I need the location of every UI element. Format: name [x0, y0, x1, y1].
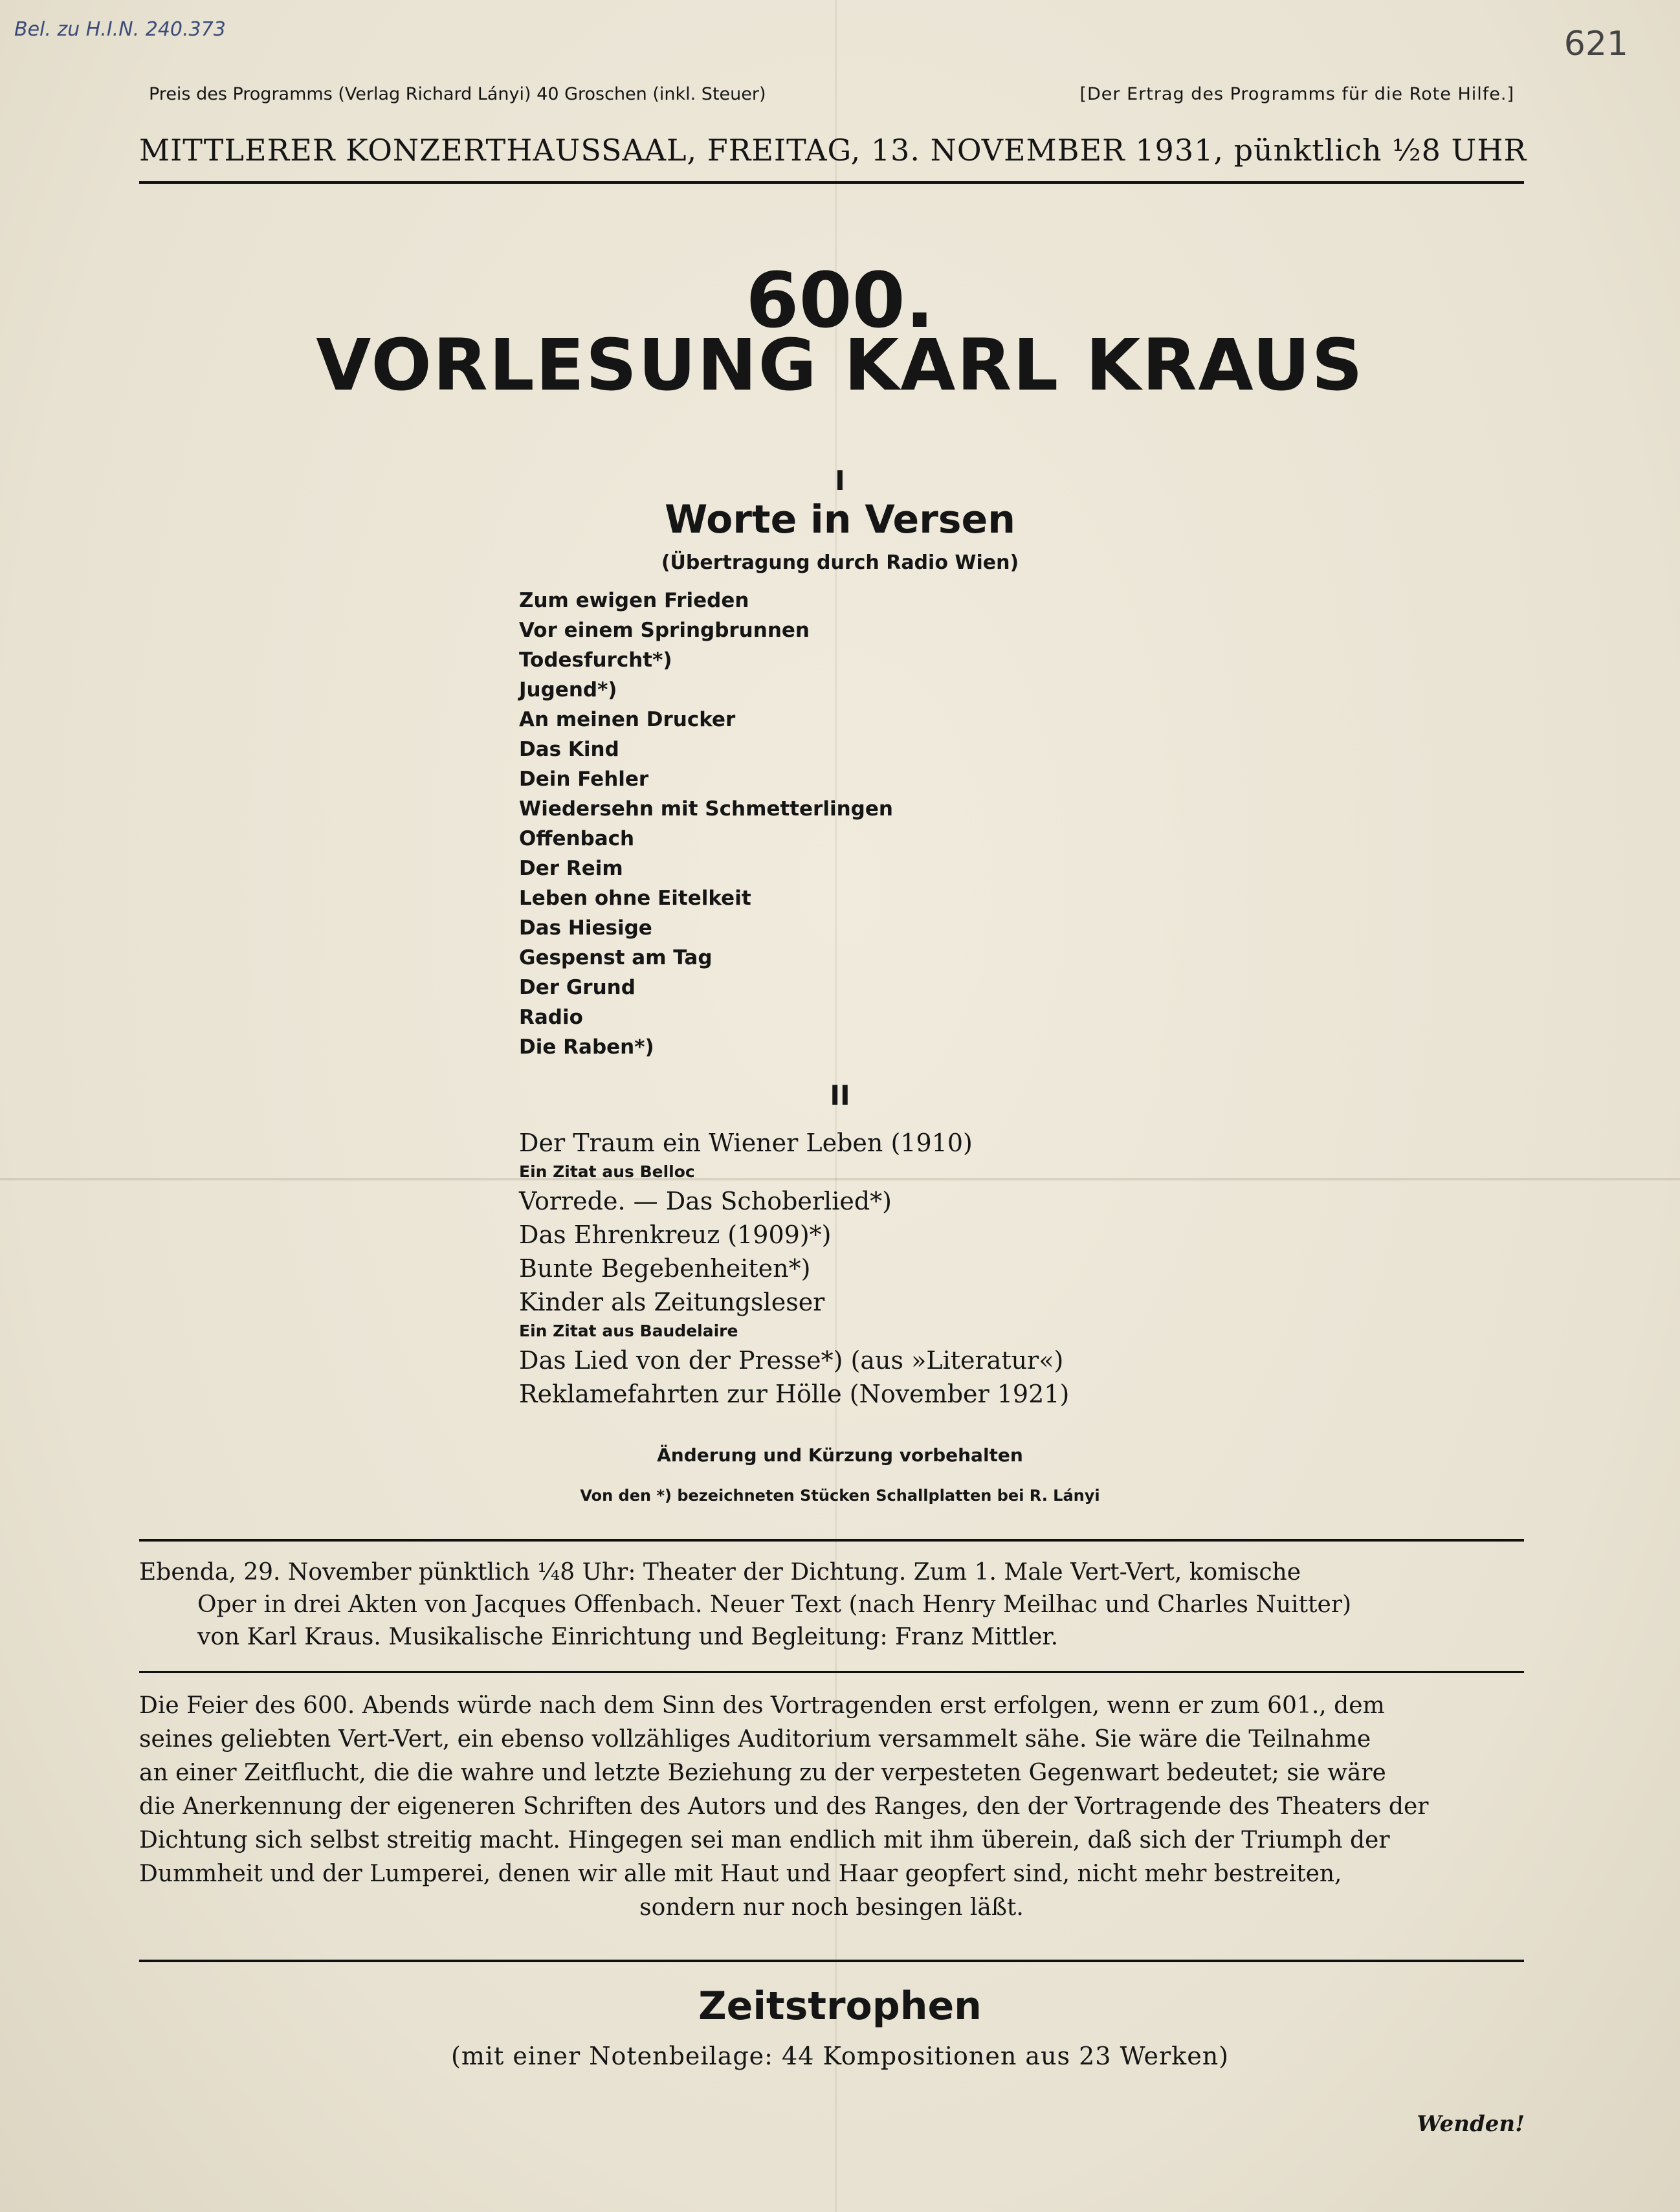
part-one-numeral: I	[835, 465, 845, 496]
feier-line: Die Feier des 600. Abends würde nach dem Sinn des Vortragenden erst erfolgen, wenn er zum 601., dem	[139, 1692, 1385, 1719]
part-two-numeral: II	[830, 1079, 850, 1111]
part-one-subheading: (Übertragung durch Radio Wien)	[661, 551, 1019, 574]
zeitstrophen-subheading: (mit einer Notenbeilage: 44 Kompositionen aus 23 Werken)	[451, 2042, 1229, 2070]
poem-list-item: An meinen Drucker	[519, 708, 736, 731]
poem-list-item: Wiedersehn mit Schmetterlingen	[519, 797, 893, 821]
poem-list-item: Das Kind	[519, 738, 619, 761]
feier-line: Dichtung sich selbst streitig macht. Hingegen sei man endlich mit ihm überein, daß sich der Triumph der	[139, 1827, 1390, 1853]
poem-list-item: Der Reim	[519, 857, 623, 880]
program-list-item: Vorrede. — Das Schoberlied*)	[519, 1187, 892, 1215]
zeitstrophen-heading: Zeitstrophen	[698, 1984, 982, 2029]
ebenda-line: Ebenda, 29. November pünktlich ¼8 Uhr: Theater der Dichtung. Zum 1. Male Vert-Vert, komische	[139, 1559, 1301, 1586]
records-note: Von den *) bezeichneten Stücken Schallplatten bei R. Lányi	[580, 1487, 1100, 1505]
poem-list-item: Radio	[519, 1006, 583, 1029]
program-list-item: Kinder als Zeitungsleser	[519, 1288, 825, 1316]
poem-list-item: Das Hiesige	[519, 916, 652, 940]
program-list-item: Das Lied von der Presse*) (aus »Literatur«)	[519, 1346, 1064, 1375]
poem-list-item: Die Raben*)	[519, 1035, 654, 1059]
section-rule-top	[139, 1539, 1524, 1542]
poem-list-item: Offenbach	[519, 827, 635, 850]
program-list-item: Der Traum ein Wiener Leben (1910)	[519, 1129, 973, 1157]
program-list-item: Reklamefahrten zur Hölle (November 1921)	[519, 1380, 1070, 1408]
feier-line: Dummheit und der Lumperei, denen wir alle mit Haut und Haar geopfert sind, nicht mehr bestreiten,	[139, 1861, 1342, 1887]
section-rule-middle	[139, 1671, 1524, 1673]
poem-list-item: Zum ewigen Frieden	[519, 589, 749, 612]
feier-line: die Anerkennung der eigeneren Schriften des Autors und des Ranges, den der Vortragende des Theaters der	[139, 1793, 1429, 1820]
poem-list-item: Der Grund	[519, 976, 636, 999]
program-list-item: Das Ehrenkreuz (1909)*)	[519, 1221, 832, 1249]
poem-list-item: Leben ohne Eitelkeit	[519, 887, 751, 910]
feier-paragraph	[139, 1689, 1524, 1925]
venue-line: MITTLERER KONZERTHAUSSAAL, FREITAG, 13. NOVEMBER 1931, pünktlich ½8 UHR	[139, 133, 1527, 168]
feier-line: an einer Zeitflucht, die die wahre und letzte Beziehung zu der verpesteten Gegenwart bedeutet; sie wäre	[139, 1760, 1386, 1786]
part-one-list	[519, 586, 893, 1062]
lecture-number: 600.	[746, 256, 934, 345]
change-note: Änderung und Kürzung vorbehalten	[657, 1444, 1023, 1466]
page-number: 621	[1564, 25, 1628, 63]
price-line	[149, 84, 1514, 113]
feier-last-line: sondern nur noch besingen läßt.	[639, 1894, 1024, 1921]
price-text: Preis des Programms (Verlag Richard Lányi) 40 Groschen (inkl. Steuer)	[149, 84, 766, 104]
proceeds-text: [Der Ertrag des Programms für die Rote Hilfe.]	[1079, 84, 1514, 104]
poem-list-item: Jugend*)	[519, 678, 617, 702]
feier-line: seines geliebten Vert-Vert, ein ebenso vollzähliges Auditorium versammelt sähe. Sie wäre die Teilnahme	[139, 1726, 1371, 1753]
program-list-item: Bunte Begebenheiten*)	[519, 1254, 811, 1283]
quote-list-item: Ein Zitat aus Belloc	[519, 1162, 695, 1181]
archive-note: Bel. zu H.I.N. 240.373	[14, 18, 226, 41]
ebenda-line: von Karl Kraus. Musikalische Einrichtung und Begleitung: Franz Mittler.	[197, 1624, 1059, 1650]
header-rule	[139, 181, 1524, 184]
poem-list-item: Dein Fehler	[519, 768, 649, 791]
poem-list-item: Vor einem Springbrunnen	[519, 619, 810, 642]
ebenda-announcement	[139, 1556, 1524, 1653]
turn-page-note: Wenden!	[1417, 2111, 1525, 2137]
section-rule-bottom	[139, 1960, 1524, 1962]
poem-list-item: Gespenst am Tag	[519, 946, 713, 969]
page-title: VORLESUNG KARL KRAUS	[316, 324, 1364, 406]
poem-list-item: Todesfurcht*)	[519, 648, 672, 672]
ebenda-line: Oper in drei Akten von Jacques Offenbach. Neuer Text (nach Henry Meilhac und Charles Nuitter)	[197, 1591, 1352, 1618]
part-two-list	[519, 1126, 1069, 1411]
quote-list-item: Ein Zitat aus Baudelaire	[519, 1322, 738, 1340]
part-one-heading: Worte in Versen	[665, 497, 1015, 542]
